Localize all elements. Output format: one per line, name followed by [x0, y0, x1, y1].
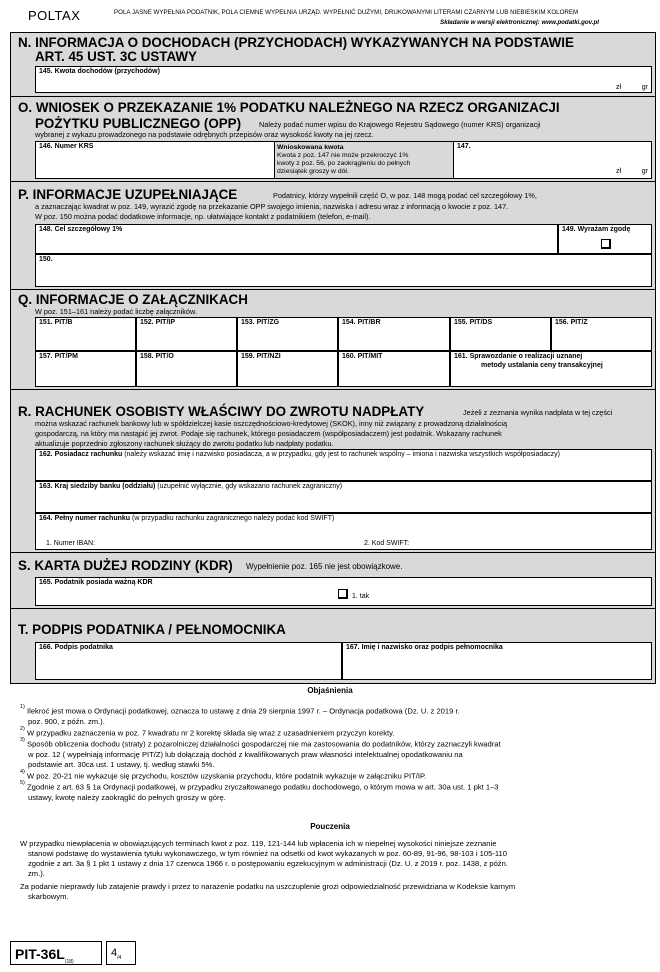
footnote-3 — [20, 737, 645, 770]
field-166-taxpayer-signature[interactable] — [35, 642, 342, 680]
footnote-1-line-2: poz. 900, z późn. zm.). — [28, 716, 105, 726]
section-p-note-3: W poz. 150 można podać dodatkowe informacje, np. ułatwiające kontakt z podatnikiem (telefon, e-mail). — [35, 212, 371, 221]
zl-unit: zł — [615, 84, 621, 91]
field-153-label: 153. PIT/ZG — [241, 319, 280, 326]
footer — [10, 941, 132, 967]
section-q-note: W poz. 151–161 należy podać liczbę załączników. — [35, 307, 197, 316]
instruction-p1-line-1: W przypadku niewpłacenia w obowiązujących terminach kwot z poz. 119, 121-144 lub wpłacenia ich w niepełnej wysokości niniejsze zeznanie — [20, 839, 497, 848]
field-158-label: 158. PIT/O — [140, 353, 174, 360]
field-157-pit-pm[interactable] — [35, 351, 136, 387]
section-r-note-1: Jeżeli z zeznania wynika nadpłata w tej części — [463, 408, 613, 417]
footnote-2-marker: 2) — [20, 726, 25, 732]
footnote-3-line-1: Sposób obliczenia dochodu (straty) z pozarolniczej działalności gospodarczej nie ma zastosowania do podatników, którzy zaznaczyli kwadrat — [27, 739, 501, 749]
brand-label: POLTAX — [28, 8, 81, 23]
field-163-label: 163. Kraj siedziby banku (oddziału) — [39, 483, 156, 490]
field-165-kdr — [35, 577, 652, 606]
section-s-note: Wypełnienie poz. 165 nie jest obowiązkowe. — [246, 562, 403, 571]
kdr-yes-checkbox[interactable] — [338, 589, 348, 599]
field-160-pit-mit[interactable] — [338, 351, 450, 387]
section-q-title: Q. INFORMACJE O ZAŁĄCZNIKACH — [18, 292, 248, 307]
footnote-5-line-1: Zgodnie z art. 63 § 1a Ordynacji podatkowej, w przypadku zryczałtowanego podatku dochodowego, o którym mowa w art. 30a ust. 1 pkt 1–3 — [27, 782, 499, 792]
section-p — [11, 181, 655, 289]
field-145-income[interactable] — [35, 66, 652, 93]
kdr-yes-label: 1. tak — [352, 593, 370, 600]
field-154-pit-br[interactable] — [338, 317, 450, 351]
top-bar — [10, 6, 656, 30]
field-154-label: 154. PIT/BR — [342, 319, 381, 326]
amount-label: Wnioskowana kwota — [277, 144, 344, 151]
field-167-proxy-signature[interactable] — [342, 642, 652, 680]
field-162-label: 162. Posiadacz rachunku — [39, 451, 123, 458]
section-o-note-1: Należy podać numer wpisu do Krajowego Rejestru Sądowego (numer KRS) organizacji — [259, 120, 541, 129]
field-147-amount[interactable] — [453, 141, 652, 179]
field-164-label: 164. Pełny numer rachunku — [39, 515, 131, 522]
section-o — [11, 96, 655, 181]
form-code: PIT-36L — [15, 946, 65, 962]
field-150-label: 150. — [39, 256, 53, 263]
section-r-title: R. RACHUNEK OSOBISTY WŁAŚCIWY DO ZWROTU NADPŁATY — [18, 404, 425, 419]
section-o-note-2: wybranej z wykazu prowadzonego na podstawie odrębnych przepisów oraz wysokość kwoty na jej rzecz. — [35, 130, 374, 139]
form-version: (18) — [64, 958, 74, 965]
section-p-note-1: Podatnicy, którzy wypełnili część O, w poz. 148 mogą podać cel szczegółowy 1%, — [273, 191, 537, 200]
footnote-4-marker: 4) — [20, 769, 25, 775]
explanations-title: Objaśnienia — [307, 686, 353, 695]
swift-input[interactable]: 2. Kod SWIFT: — [364, 540, 410, 547]
field-166-label: 166. Podpis podatnika — [39, 644, 113, 651]
field-147-label: 147. — [457, 143, 471, 150]
footnote-3-line-2: w poz. 12 ( wypełniają informację PIT/Z) lub dołączają dochód z kwalifikowanych praw własności intelektualnej opodatkowaniu na — [28, 749, 463, 759]
footnote-2-line-1: W przypadku zaznaczenia w poz. 7 kwadratu nr 2 korektę składa się wraz z uzasadnieniem przyczyn korekty. — [27, 728, 395, 738]
footnote-5-marker: 5) — [20, 780, 25, 786]
instruction-p1-line-3: zgodnie z art. 3a § 1 pkt 1 ustawy z dnia 17 czerwca 1966 r. o postępowaniu egzekucyjnym w administracji (Dz. U. z 2019 r. poz. 1438, z późn. — [28, 859, 508, 868]
section-r — [11, 389, 655, 552]
field-155-pit-ds[interactable] — [450, 317, 551, 351]
field-148-purpose[interactable] — [35, 224, 558, 254]
requested-amount-info — [275, 141, 453, 179]
section-t-title: T. PODPIS PODATNIKA / PEŁNOMOCNIKA — [18, 622, 286, 637]
amount-desc-2: kwoty z poz. 56, po zaokrągleniu do pełnych — [277, 160, 411, 167]
section-p-note-2: a zaznaczając kwadrat w poz. 149, wyrazić zgodę na przekazanie OPP swojego imienia, nazwiska i adresu wraz z informacją o kwocie z poz. 147. — [35, 202, 509, 211]
page-number-box — [106, 941, 136, 965]
iban-input[interactable]: 1. Numer IBAN: — [46, 540, 96, 547]
footnote-5-line-2: ustawy, kwotę należy zaokrąglić do pełnych groszy w górę. — [28, 792, 226, 802]
section-r-note-3: gospodarczą, na który ma nastąpić jej zwrot. Podaje się rachunek, którego posiadaczem (współposiadaczem) jest podatnik. Wskazany rachunek — [35, 429, 502, 438]
field-148-label: 148. Cel szczegółowy 1% — [39, 226, 123, 233]
section-r-note-2: można wskazać rachunek bankowy lub w spółdzielczej kasie oszczędnościowo-kredytowej (SKOK), inny niż związany z prowadzoną działalnością — [35, 419, 508, 428]
footnote-3-line-3: podstawie art. 30ca ust. 1 ustawy, tj. według stawki 5%. — [28, 759, 215, 769]
section-r-note-4: aktualizuje poprzednio zgłoszony rachunek służący do zwrotu podatku lub nadpłaty podatku. — [35, 439, 334, 448]
section-n-title-2: ART. 45 UST. 3C USTAWY — [35, 49, 197, 64]
instruction-p1-line-4: zm.). — [28, 869, 45, 878]
field-145-label: 145. Kwota dochodów (przychodów) — [39, 68, 160, 75]
footnote-4-line-1: W poz. 20-21 nie wykazuje się przychodu, kosztów uzyskania przychodu, które podatnik wykazuje w załączniku PIT/IP. — [27, 771, 427, 781]
instruction-paragraph-1 — [20, 839, 645, 879]
field-163-hint: (uzupełnić wyłącznie, gdy wskazano rachunek zagraniczny) — [155, 483, 343, 490]
field-161-label-2: metody ustalania ceny transakcyjnej — [481, 362, 603, 369]
field-165-label: 165. Podatnik posiada ważną KDR — [39, 579, 153, 586]
footnote-1 — [20, 704, 645, 727]
gr-unit: gr — [641, 168, 648, 175]
amount-desc-1: Kwota z poz. 147 nie może przekroczyć 1% — [277, 152, 409, 159]
amount-desc-3: dziesiątek groszy w dół. — [277, 168, 349, 175]
footnote-1-marker: 1) — [20, 704, 25, 710]
section-q — [11, 289, 655, 389]
field-161-label-1: 161. Sprawozdanie o realizacji uznanej — [454, 353, 583, 360]
section-s — [11, 552, 655, 608]
instruction-paragraph-2 — [20, 882, 645, 902]
section-t — [11, 608, 655, 683]
field-159-label: 159. PIT/NZI — [241, 353, 281, 360]
field-160-label: 160. PIT/MIT — [342, 353, 383, 360]
form-code-box — [10, 941, 102, 965]
field-164-account-number — [35, 513, 652, 550]
field-163-bank-country[interactable] — [35, 481, 652, 513]
field-156-label: 156. PIT/Z — [555, 319, 588, 326]
form-body — [10, 32, 656, 684]
consent-checkbox[interactable] — [601, 239, 611, 249]
field-162-account-holder[interactable] — [35, 449, 652, 481]
field-149-label: 149. Wyrażam zgodę — [562, 226, 631, 233]
field-152-label: 152. PIT/IP — [140, 319, 176, 326]
instruction-title: Pouczenia — [310, 822, 350, 831]
field-149-consent — [558, 224, 652, 254]
field-161-transfer-pricing-report[interactable] — [450, 351, 652, 387]
instruction-p2-line-2: skarbowym. — [28, 892, 69, 901]
section-n — [11, 33, 655, 96]
field-155-label: 155. PIT/DS — [454, 319, 493, 326]
section-p-title: P. INFORMACJE UZUPEŁNIAJĄCE — [18, 187, 238, 202]
field-146-label: 146. Numer KRS — [39, 143, 94, 150]
fill-instruction: POLA JASNE WYPEŁNIA PODATNIK, POLA CIEMNE WYPEŁNIA URZĄD. WYPEŁNIĆ DUŻYMI, DRUKOWANYMI LITERAMI CZARNYM LUB NIEBIESKIM KOLOREM — [114, 9, 579, 16]
section-n-title-1: N. INFORMACJA O DOCHODACH (PRZYCHODACH) WYKAZYWANYCH NA PODSTAWIE — [18, 35, 574, 50]
field-157-label: 157. PIT/PM — [39, 353, 78, 360]
instruction-p2-line-1: Za podanie nieprawdy lub zatajenie prawdy i przez to narażenie podatku na uszczuplenie grozi odpowiedzialność przewidziana w Kodeksie karnym — [20, 882, 516, 891]
section-o-title-1: O. WNIOSEK O PRZEKAZANIE 1% PODATKU NALEŻNEGO NA RZECZ ORGANIZACJI — [18, 100, 560, 115]
gr-unit: gr — [641, 84, 648, 91]
field-158-pit-o[interactable] — [136, 351, 237, 387]
electronic-filing-note: Składanie w wersji elektronicznej: www.podatki.gov.pl — [440, 19, 599, 26]
section-s-title: S. KARTA DUŻEJ RODZINY (KDR) — [18, 558, 233, 573]
field-153-pit-zg[interactable] — [237, 317, 338, 351]
instruction-p1-line-2: stanowi podstawę do wystawienia tytułu wykonawczego, w tym również na odsetki od kwot wykazanych w poz. 60-89, 91-96, 98-103 i 105-110 — [28, 849, 507, 858]
field-167-label: 167. Imię i nazwisko oraz podpis pełnomocnika — [346, 644, 503, 651]
field-152-pit-ip[interactable] — [136, 317, 237, 351]
field-159-pit-nzi[interactable] — [237, 351, 338, 387]
field-162-hint: (należy wskazać imię i nazwisko posiadacza, a w przypadku, gdy jest to rachunek wspólny – imiona i nazwiska wszystkich współposiadaczy) — [122, 451, 560, 458]
footnote-5 — [20, 780, 645, 803]
field-164-hint: (w przypadku rachunku zagranicznego należy podać kod SWIFT) — [130, 515, 335, 522]
page-total: /4 — [117, 955, 122, 962]
zl-unit: zł — [615, 168, 621, 175]
field-150-additional[interactable] — [35, 254, 652, 287]
section-o-title-2: POŻYTKU PUBLICZNEGO (OPP) — [35, 116, 242, 131]
field-156-pit-z[interactable] — [551, 317, 652, 351]
field-151-label: 151. PIT/B — [39, 319, 73, 326]
page-number: 4 — [111, 947, 118, 959]
footnote-1-line-1: Ilekroć jest mowa o Ordynacji podatkowej, oznacza to ustawę z dnia 29 sierpnia 1997 r. – Ordynacja podatkowa (Dz. U. z 2019 r. — [27, 706, 460, 716]
field-151-pit-b[interactable] — [35, 317, 136, 351]
footnote-3-marker: 3) — [20, 737, 25, 743]
field-146-krs[interactable] — [35, 141, 275, 179]
